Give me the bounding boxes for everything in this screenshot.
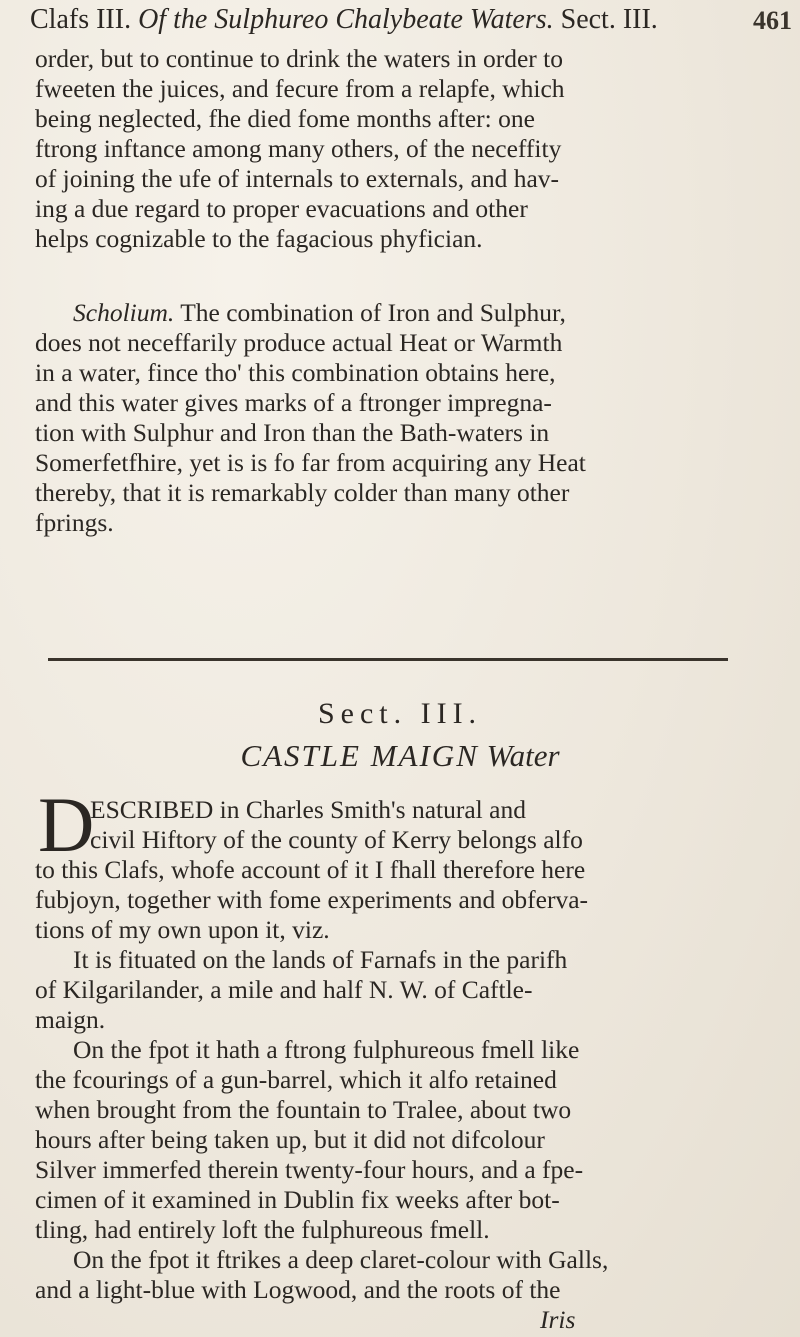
running-head-section: Sect. III.: [553, 4, 658, 35]
text-line: It is fituated on the lands of Farnafs in the parifh: [73, 945, 568, 974]
scholium-first-line: The combination of Iron and Sulphur,: [174, 298, 566, 327]
text-line: On the fpot it hath a ftrong fulphureous fmell like: [73, 1035, 580, 1064]
text-line: On the fpot it ftrikes a deep claret-colour with Galls,: [73, 1245, 609, 1274]
text-line: fweeten the juices, and fecure from a relapfe, which: [35, 74, 565, 103]
continuation-paragraph: [35, 44, 755, 254]
text-line: civil Hiftory of the county of Kerry belongs alfo: [90, 825, 583, 854]
text-line: the fcourings of a gun-barrel, which it alfo retained: [35, 1065, 557, 1094]
section-title-word: Water: [478, 738, 560, 773]
text-line: hours after being taken up, but it did not difcolour: [35, 1125, 545, 1154]
text-line: [35, 298, 755, 328]
text-line: order, but to continue to drink the waters in order to: [35, 44, 563, 73]
text-line: tion with Sulphur and Iron than the Bath-waters in: [35, 418, 550, 447]
running-head: [30, 4, 770, 36]
text-line: helps cognizable to the fagacious phyfician.: [35, 224, 483, 253]
running-head-title: Of the Sulphureo Chalybeate Waters.: [138, 4, 554, 35]
text-line: ing a due regard to proper evacuations and other: [35, 194, 528, 223]
text-line: Somerfetfhire, yet is is fo far from acquiring any Heat: [35, 448, 586, 477]
text-line: tling, had entirely loft the fulphureous fmell.: [35, 1215, 490, 1244]
text-line: and a light-blue with Logwood, and the roots of the: [35, 1275, 561, 1304]
page-number: 461: [753, 6, 792, 35]
section-body: [35, 855, 755, 1335]
text-line: to this Clafs, whofe account of it I fhall therefore here: [35, 855, 586, 884]
scholium-label: Scholium.: [73, 298, 175, 327]
text-line: tions of my own upon it, viz.: [35, 915, 330, 944]
opening-lines: [90, 795, 750, 855]
text-line: maign.: [35, 1005, 106, 1034]
text-line: ftrong inftance among many others, of the neceffity: [35, 134, 562, 163]
text-line: ESCRIBED in Charles Smith's natural and: [90, 795, 526, 824]
text-line: when brought from the fountain to Tralee, about two: [35, 1095, 572, 1124]
text-line: fubjoyn, together with fome experiments and obferva-: [35, 885, 589, 914]
text-line: cimen of it examined in Dublin fix weeks after bot-: [35, 1185, 560, 1214]
text-line: fprings.: [35, 508, 114, 537]
text-line: of joining the ufe of internals to externals, and hav-: [35, 164, 560, 193]
text-line: in a water, fince tho' this combination obtains here,: [35, 358, 556, 387]
section-title-word: CASTLE: [240, 738, 361, 773]
text-line: thereby, that it is remarkably colder than many other: [35, 478, 570, 507]
text-line: being neglected, fhe died fome months after: one: [35, 104, 535, 133]
section-heading: Sect. III.: [317, 697, 483, 730]
section-divider-rule: [48, 658, 728, 661]
text-line: of Kilgarilander, a mile and half N. W. of Caftle-: [35, 975, 533, 1004]
catchword: Iris: [540, 1305, 576, 1334]
section-title-word: MAIGN: [370, 738, 479, 773]
drop-capital: D: [38, 781, 95, 868]
running-head-class: Clafs III.: [30, 4, 139, 35]
text-line: Silver immerfed therein twenty-four hours, and a fpe-: [35, 1155, 584, 1184]
section-title: [0, 738, 800, 774]
text-line: and this water gives marks of a ftronger impregna-: [35, 388, 552, 417]
scholium-paragraph: [35, 298, 755, 538]
text-line: does not neceffarily produce actual Heat or Warmth: [35, 328, 563, 357]
